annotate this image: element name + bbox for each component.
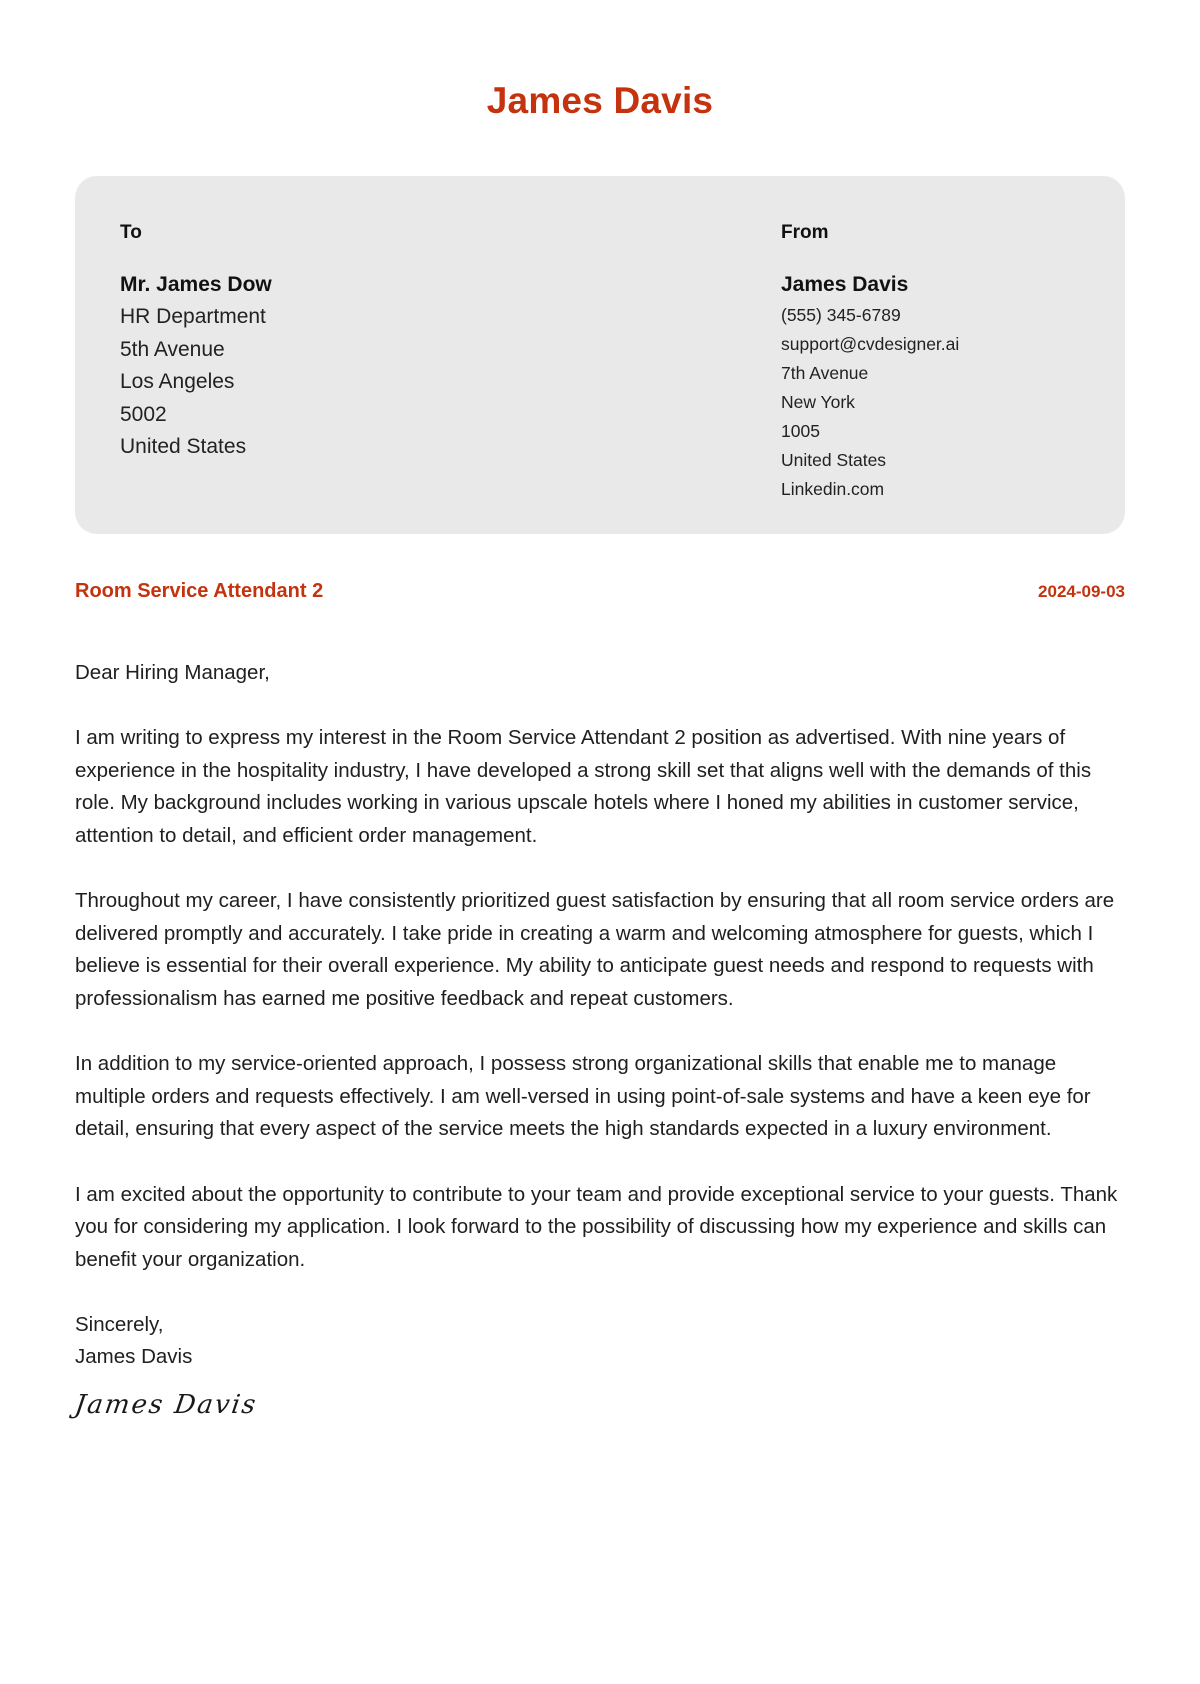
- closing-phrase: Sincerely,: [75, 1312, 164, 1336]
- sender-postal-code: 1005: [781, 421, 820, 441]
- recipient-street: 5th Avenue: [120, 337, 225, 361]
- sender-street: 7th Avenue: [781, 363, 869, 383]
- handwritten-signature: James Davis: [72, 1390, 260, 1420]
- recipient-department: HR Department: [120, 305, 266, 328]
- letter-paragraph: In addition to my service-oriented approach, I possess strong organizational skills that enable me to manage multiple orders and requests effectively. I am well-versed in using point-of-sale systems and have a keen eye for detail, ensuring that every aspect of the service meets the high standards expected in a luxury environment.: [75, 1052, 1091, 1141]
- letter-paragraph: Throughout my career, I have consistently prioritized guest satisfaction by ensuring that all room service orders are delivered promptly and accurately. I take pride in creating a warm and welcoming atmosphere for guests, which I believe is essential for their overall experience. My ability to anticipate guest needs and respond to requests with professionalism has earned me positive feedback and repeat customers.: [75, 889, 1115, 1010]
- sender-website: Linkedin.com: [781, 479, 885, 499]
- sender-country: United States: [781, 450, 887, 470]
- letter-body: [75, 657, 1125, 1407]
- from-heading: From: [781, 222, 829, 243]
- letter-subject: Room Service Attendant 2: [75, 580, 324, 602]
- recipient-city: Los Angeles: [120, 370, 235, 393]
- sender-name: James Davis: [781, 273, 909, 296]
- sender-phone: (555) 345-6789: [781, 305, 901, 325]
- letter-paragraph: I am writing to express my interest in the Room Service Attendant 2 position as advertised. With nine years of experience in the hospitality industry, I have developed a strong skill set that aligns well with the demands of this role. My background includes working in various upscale hotels where I honed my abilities in customer service, attention to detail, and efficient order management.: [75, 726, 1092, 847]
- letter-greeting: Dear Hiring Manager,: [75, 661, 270, 684]
- closing-name: James Davis: [75, 1345, 193, 1369]
- sender-city: New York: [781, 392, 855, 412]
- subject-row: [75, 580, 1125, 610]
- letter-closing: [75, 1309, 1125, 1374]
- to-heading: To: [120, 222, 142, 243]
- sender-email: support@cvdesigner.ai: [781, 334, 960, 354]
- sender-block: [781, 222, 1101, 504]
- recipient-block: [120, 222, 620, 464]
- recipient-country: United States: [120, 435, 247, 458]
- applicant-name-heading: James Davis: [486, 80, 714, 121]
- letter-paragraph: I am excited about the opportunity to contribute to your team and provide exceptional service to your guests. Thank you for considering my application. I look forward to the possibility of discussing how my experience and skills can benefit your organization.: [75, 1182, 1118, 1271]
- recipient-name: Mr. James Dow: [120, 273, 272, 296]
- address-card: [75, 176, 1125, 534]
- letter-date: 2024-09-03: [1038, 582, 1125, 601]
- recipient-postal-code: 5002: [120, 402, 167, 426]
